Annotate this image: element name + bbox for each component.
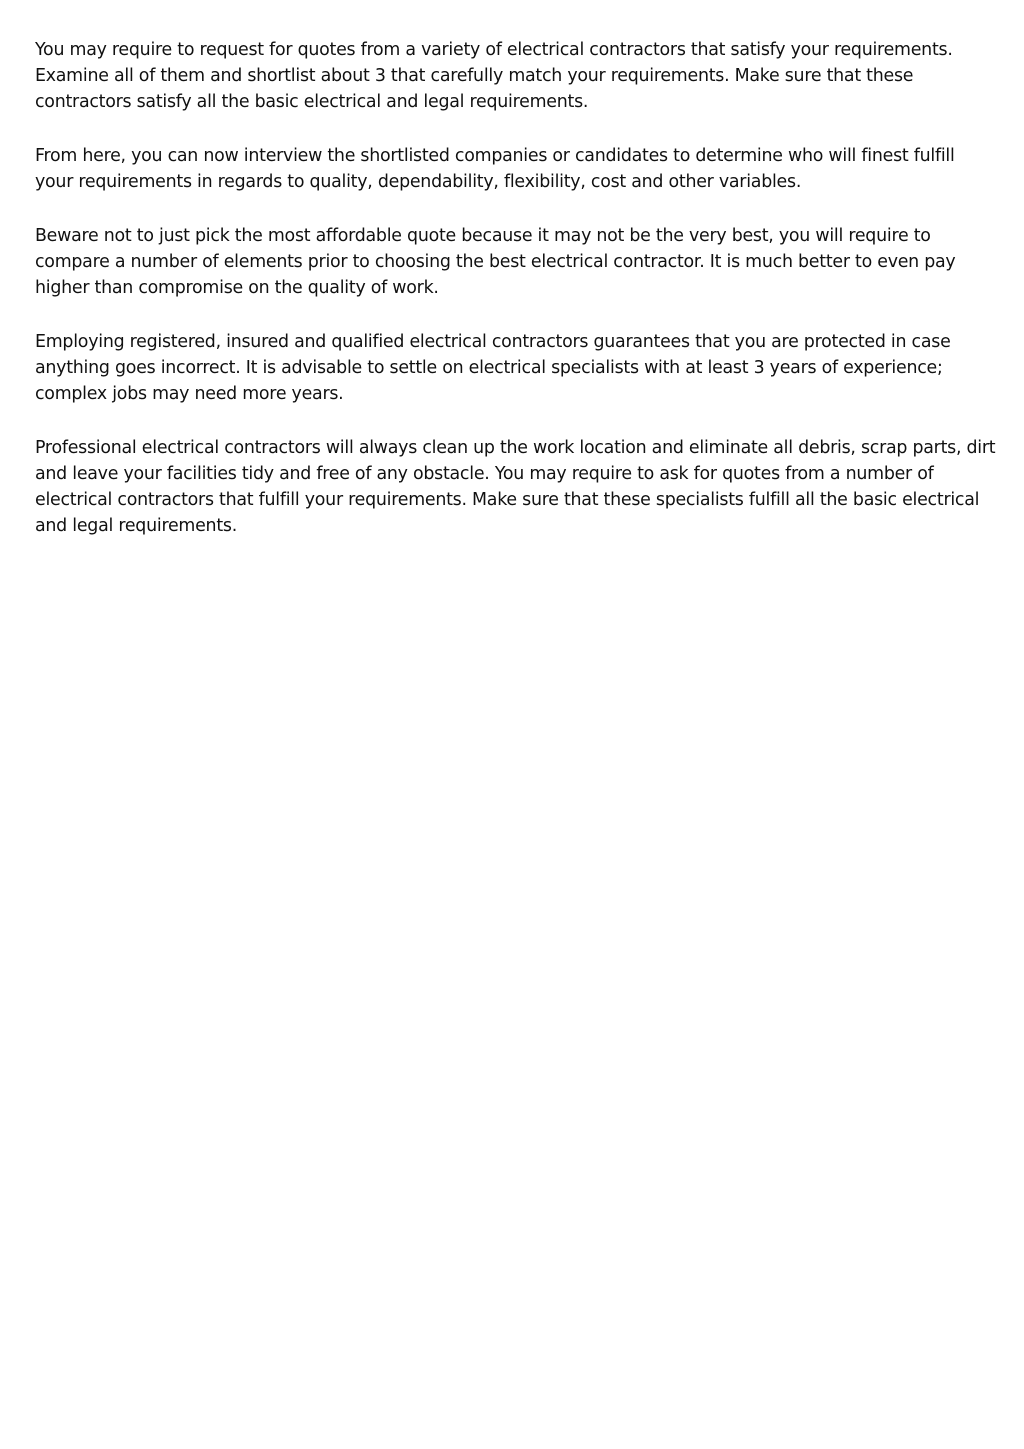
paragraph-5: Professional electrical contractors will always clean up the work location and eliminate all debris, scrap parts, dirt and leave your facilities tidy and free of any obstacle. You may require to ask for quotes from a number of electrical contractors that fulfill your requirements. Make sure that these specialists fulfill all the basic electrical and legal requirements. — [35, 438, 996, 536]
document-body — [35, 37, 997, 567]
paragraph-1: You may require to request for quotes from a variety of electrical contractors that satisfy your requirements. Examine all of them and shortlist about 3 that carefully match your requirements. Make sure that these contractors satisfy all the basic electrical and legal requirements. — [35, 40, 953, 112]
paragraph-2: From here, you can now interview the shortlisted companies or candidates to determine who will finest fulfill your requirements in regards to quality, dependability, flexibility, cost and other variables. — [35, 146, 955, 192]
paragraph-4: Employing registered, insured and qualified electrical contractors guarantees that you are protected in case anything goes incorrect. It is advisable to settle on electrical specialists with at least 3 years of experience; complex jobs may need more years. — [35, 332, 951, 404]
paragraph-3: Beware not to just pick the most affordable quote because it may not be the very best, you will require to compare a number of elements prior to choosing the best electrical contractor. It is much better to even pay higher than compromise on the quality of work. — [35, 226, 956, 298]
